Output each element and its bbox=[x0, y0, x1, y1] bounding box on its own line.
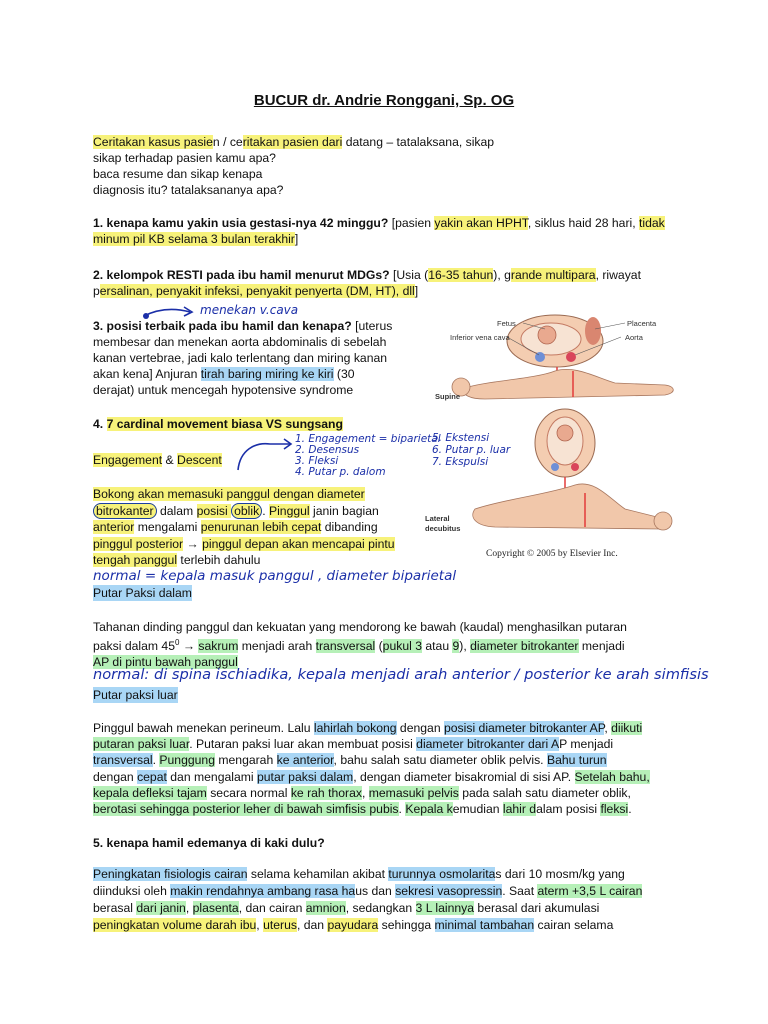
fig-label-lateral: Lateral bbox=[425, 514, 450, 523]
fig-label-supine: Supine bbox=[435, 392, 461, 401]
fig-label-decubitus: decubitus bbox=[425, 524, 461, 533]
engagement-paragraph: Bokong akan memasuki panggul dengan diameter bitrokanter dalam posisi oblik . Pinggul janin bagian anterior mengalami penurunan lebih cepat dibanding pinggul posterior → pinggul depan akan mencapai pintu tengah panggul terlebih dahulu bbox=[93, 487, 395, 567]
intro-block bbox=[93, 134, 675, 198]
question-4-title: 7 cardinal movement biasa VS sungsang bbox=[106, 417, 343, 431]
intro-line-1: Ceritakan kasus pasien / ceritakan pasien dari datang – tatalaksana, sikap bbox=[93, 135, 495, 149]
handwritten-note-spina-ischiadika: normal: di spina ischiadika, kepala menjadi arah anterior / posterior ke arah simfisis bbox=[93, 666, 709, 683]
movement-4: 4. Putar p. dalom bbox=[295, 466, 386, 478]
question-4: 4. 7 cardinal movement biasa VS sungsang bbox=[93, 417, 343, 431]
document-title: BUCUR dr. Andrie Ronggani, Sp. OG bbox=[253, 92, 515, 109]
question-2-title: 2. kelompok RESTI pada ibu hamil menurut MDGs? bbox=[93, 268, 390, 282]
question-5-paragraph: Peningkatan fisiologis cairan selama kehamilan akibat turunnya osmolaritas dari 10 mosm/kg yang diinduksi oleh makin rendahnya ambang rasa haus dan sekresi vasopressin. Saat aterm +3,5 L cairan berasal dari janin, plasenta, dan cairan amnion, sedangkan 3 L lainnya berasal dari akumulasi peningkatan volume darah ibu, uterus, dan payudara sehingga minimal tambahan cairan selama bbox=[93, 867, 643, 932]
positioning-illustration bbox=[425, 313, 685, 548]
question-3-title: 3. posisi terbaik pada ibu hamil dan kenapa? bbox=[93, 319, 352, 333]
handwritten-note-vcava: menekan v.cava bbox=[200, 303, 299, 317]
movement-7: 7. Ekspulsi bbox=[432, 456, 489, 468]
lateral-body bbox=[473, 484, 671, 529]
intro-line-2: sikap terhadap pasien kamu apa? bbox=[93, 151, 276, 165]
movement-5: 5. Ekstensi bbox=[432, 432, 490, 444]
question-1-title: 1. kenapa kamu yakin usia gestasi-nya 42 minggu? bbox=[93, 216, 389, 230]
figure-copyright: Copyright © 2005 by Elsevier Inc. bbox=[486, 549, 618, 559]
movement-1: 1. Engagement = biparietal bbox=[295, 433, 441, 445]
engagement-heading: Engagement & Descent bbox=[93, 453, 222, 467]
question-2: 2. kelompok RESTI pada ibu hamil menurut MDGs? [Usia (16-35 tahun), grande multipara, riwayat persalinan, penyakit infeksi, penyakit penyerta (DM, HT), dll] bbox=[93, 268, 641, 298]
intro-line-3: baca resume dan sikap kenapa bbox=[93, 167, 263, 181]
movement-3: 3. Fleksi bbox=[295, 455, 339, 467]
question-1: 1. kenapa kamu yakin usia gestasi-nya 42 minggu? [pasien yakin akan HPHT, siklus haid 28 hari, tidak minum pil KB selama 3 bulan terakhir] bbox=[93, 216, 665, 246]
question-3: 3. posisi terbaik pada ibu hamil dan kenapa? [uterus membesar dan menekan aorta abdominalis di sebelah kanan vertebrae, jadi kalo terlentang dan miring kanan akan kena] Anjuran tirah baring miring ke kiri (30 derajat) untuk mencegah hypotensive syndrome bbox=[93, 319, 393, 397]
putar-paksi-dalam-heading: Putar Paksi dalam bbox=[93, 586, 192, 600]
fig-label-aorta: Aorta bbox=[625, 333, 643, 342]
question-5-title: 5. kenapa hamil edemanya di kaki dulu? bbox=[93, 836, 325, 850]
fig-label-placenta: Placenta bbox=[627, 319, 657, 328]
question-5 bbox=[93, 835, 675, 851]
fig-label-ivc: Inferior vena cava bbox=[450, 333, 510, 342]
intro-line-4: diagnosis itu? tatalaksananya apa? bbox=[93, 183, 284, 197]
putar-paksi-dalam-paragraph: Tahanan dinding panggul dan kekuatan yang mendorong ke bawah (kaudal) menghasilkan putaran paksi dalam $45^0$ → sakrum menjadi arah transversal (pukul 3 atau 9), diameter bitrokanter menjadi AP di pintu bawah panggul bbox=[93, 620, 627, 670]
handwritten-note-normal-biparietal: normal = kepala masuk panggul , diameter biparietal bbox=[93, 568, 457, 584]
movement-6: 6. Putar p. luar bbox=[432, 444, 511, 456]
supine-body bbox=[464, 369, 673, 399]
fig-label-fetus: Fetus bbox=[497, 319, 516, 328]
positioning-figure bbox=[425, 313, 685, 563]
movement-2: 2. Desensus bbox=[295, 444, 360, 456]
putar-paksi-luar-heading: Putar paksi luar bbox=[93, 688, 178, 702]
putar-paksi-luar-paragraph: Pinggul bawah menekan perineum. Lalu lahirlah bokong dengan posisi diameter bitrokanter AP, diikuti putaran paksi luar. Putaran paksi luar akan membuat posisi diameter bitrokanter dari AP menjadi transversal. Punggung mengarah ke anterior, bahu salah satu diameter oblik pelvis. Bahu turun dengan cepat dan mengalami putar paksi dalam, dengan diameter bisakromial di sisi AP. Setelah bahu, kepala defleksi tajam secara normal ke rah thorax, memasuki pelvis pada salah satu diameter oblik, berotasi sehingga posterior leher di bawah simfisis pubis. Kepala kemudian lahir dalam posisi fleksi. bbox=[93, 721, 650, 817]
